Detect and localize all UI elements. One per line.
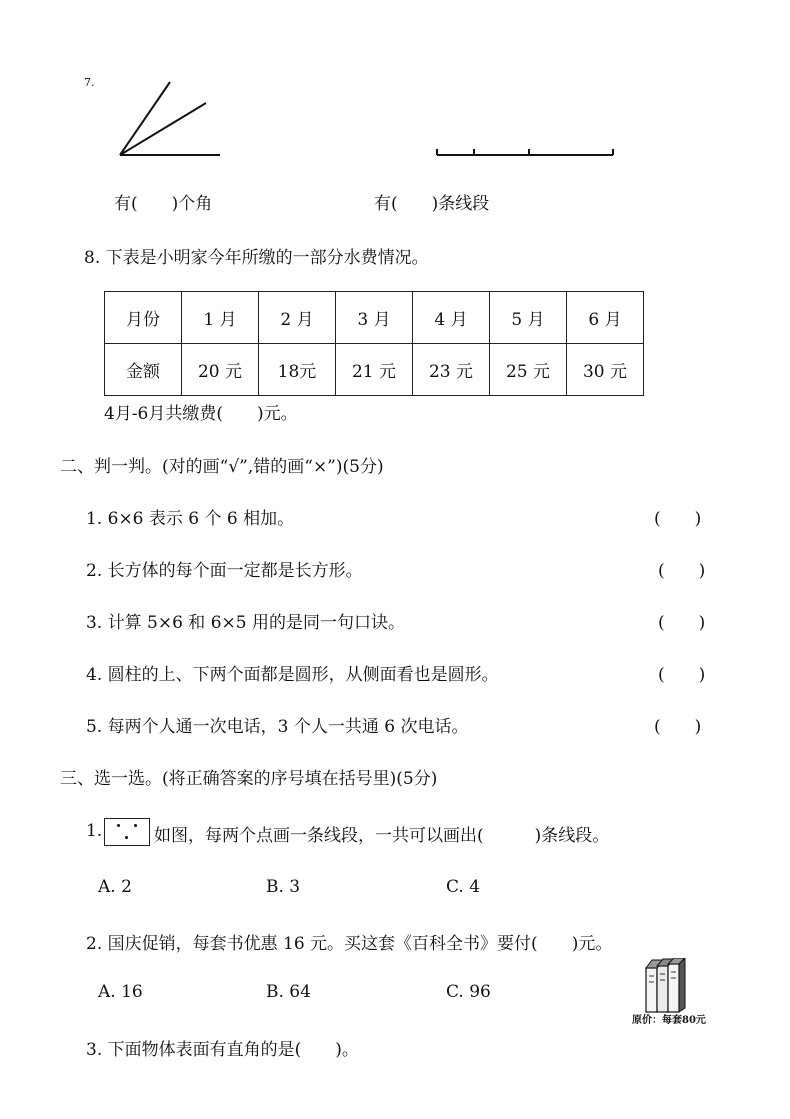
section-2-title: 二、判一判。(对的画“√”,错的画“×”)(5分): [60, 457, 384, 477]
table-cell: 25 元: [490, 344, 567, 396]
table-row: [105, 292, 644, 344]
judge-item-5: 5. 每两个人通一次电话，3 个人一共通 6 次电话。: [86, 717, 469, 737]
table-cell: 20 元: [182, 344, 259, 396]
answer-blank[interactable]: ( ): [658, 613, 706, 633]
table-header-cell: 金额: [105, 344, 182, 396]
table-cell: 30 元: [567, 344, 644, 396]
answer-blank[interactable]: ( ): [654, 717, 702, 737]
judge-item-4: 4. 圆柱的上、下两个面都是圆形，从侧面看也是圆形。: [86, 665, 499, 685]
section-3-title: 三、选一选。(将正确答案的序号填在括号里)(5分): [60, 769, 438, 789]
dot: [134, 824, 137, 827]
question-number: 7.: [84, 76, 95, 89]
table-cell: 18元: [259, 344, 336, 396]
answer-blank[interactable]: ( ): [658, 665, 706, 685]
question-8-text: 8. 下表是小明家今年所缴的一部分水费情况。: [84, 248, 429, 268]
choice-1-number: 1.: [86, 821, 103, 841]
table-header-cell: 月份: [105, 292, 182, 344]
answer-blank[interactable]: ( ): [654, 509, 702, 529]
table-cell: 6 月: [567, 292, 644, 344]
table-cell: 4 月: [413, 292, 490, 344]
table-cell: 2 月: [259, 292, 336, 344]
choice-1-text: 如图，每两个点画一条线段，一共可以画出( )条线段。: [154, 826, 610, 846]
answer-blank[interactable]: ( ): [658, 561, 706, 581]
table-cell: 21 元: [336, 344, 413, 396]
dot: [117, 824, 120, 827]
option-b[interactable]: B. 64: [266, 982, 311, 1002]
table-cell: 23 元: [413, 344, 490, 396]
table-cell: 1 月: [182, 292, 259, 344]
choice-3-text: 3. 下面物体表面有直角的是( )。: [86, 1040, 359, 1060]
segment-caption: 有( )条线段: [374, 194, 490, 214]
segment-figure: [432, 140, 622, 164]
table-cell: 3 月: [336, 292, 413, 344]
dot: [125, 836, 128, 839]
books-image: [640, 958, 690, 1014]
dot-diagram: [104, 818, 150, 846]
option-a[interactable]: A. 16: [98, 982, 143, 1002]
judge-item-2: 2. 长方体的每个面一定都是长方形。: [86, 561, 363, 581]
option-a[interactable]: A. 2: [98, 877, 132, 897]
angle-caption: 有( )个角: [114, 194, 213, 214]
option-c[interactable]: C. 4: [446, 877, 481, 897]
price-label: 原价：每套80元: [632, 1015, 706, 1026]
angle-figure: [110, 78, 230, 163]
choice-2-text: 2. 国庆促销，每套书优惠 16 元。买这套《百科全书》要付( )元。: [86, 934, 613, 954]
judge-item-1: 1. 6×6 表示 6 个 6 相加。: [86, 509, 295, 529]
option-b[interactable]: B. 3: [266, 877, 301, 897]
option-c[interactable]: C. 96: [446, 982, 491, 1002]
table-cell: 5 月: [490, 292, 567, 344]
water-fee-table: [104, 291, 644, 396]
judge-item-3: 3. 计算 5×6 和 6×5 用的是同一句口诀。: [86, 613, 405, 633]
table-row: [105, 344, 644, 396]
q8-answer-line: 4月-6月共缴费( )元。: [104, 404, 298, 424]
